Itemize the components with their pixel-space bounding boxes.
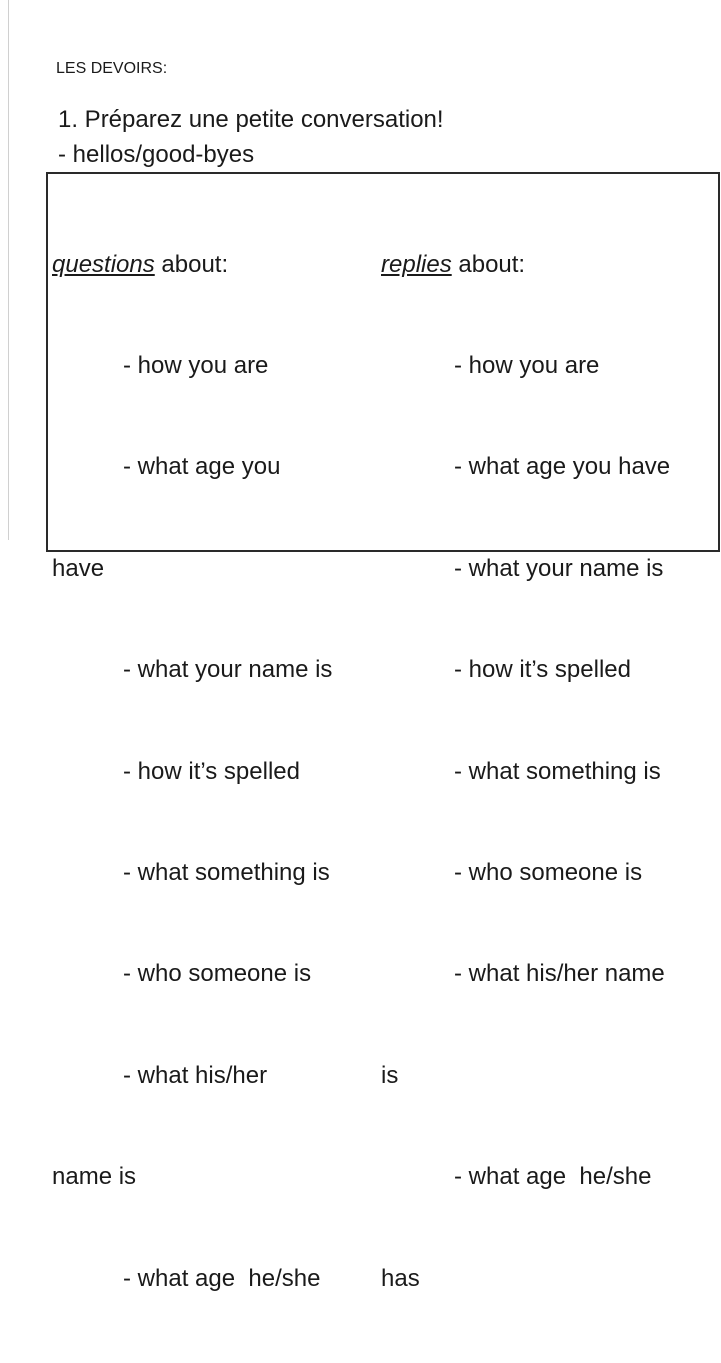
- question-line: - who someone is: [123, 960, 312, 988]
- reply-line: is: [381, 1061, 399, 1089]
- reply-line: - what your name is: [454, 554, 664, 582]
- page-heading: LES DEVOIRS:: [56, 60, 168, 77]
- question-line: - what age you: [123, 453, 281, 481]
- conversation-table: [46, 172, 720, 1292]
- question-line: - what his/her: [123, 1061, 268, 1089]
- question-line: - how it’s spelled: [123, 757, 300, 785]
- replies-header: [381, 248, 721, 282]
- replies-title-rest: about:: [451, 250, 526, 278]
- reply-line: - how you are: [454, 351, 600, 379]
- slide-left-border: [8, 0, 9, 540]
- reply-line: - who someone is: [454, 858, 643, 886]
- questions-column: [52, 180, 382, 1363]
- replies-title-underlined: replies: [381, 250, 452, 278]
- question-line: - what age he/she: [123, 1264, 321, 1292]
- questions-header: [52, 248, 382, 282]
- question-line: - what something is: [123, 858, 330, 886]
- question-line: - how you are: [123, 351, 269, 379]
- replies-column: [381, 180, 721, 1363]
- reply-line: - what something is: [454, 757, 661, 785]
- questions-title-underlined: questions: [52, 250, 155, 278]
- task-title: 1. Préparez une petite conversation!: [58, 106, 444, 133]
- reply-line: - what his/her name: [454, 960, 665, 988]
- questions-title-rest: about:: [154, 250, 229, 278]
- reply-line: - how it’s spelled: [454, 656, 631, 684]
- question-line: - what your name is: [123, 656, 333, 684]
- reply-line: has: [381, 1264, 420, 1292]
- question-line: name is: [52, 1163, 137, 1191]
- question-line: have: [52, 554, 105, 582]
- task-subtitle: - hellos/good-byes: [58, 141, 255, 168]
- reply-line: - what age you have: [454, 453, 671, 481]
- reply-line: - what age he/she: [454, 1163, 652, 1191]
